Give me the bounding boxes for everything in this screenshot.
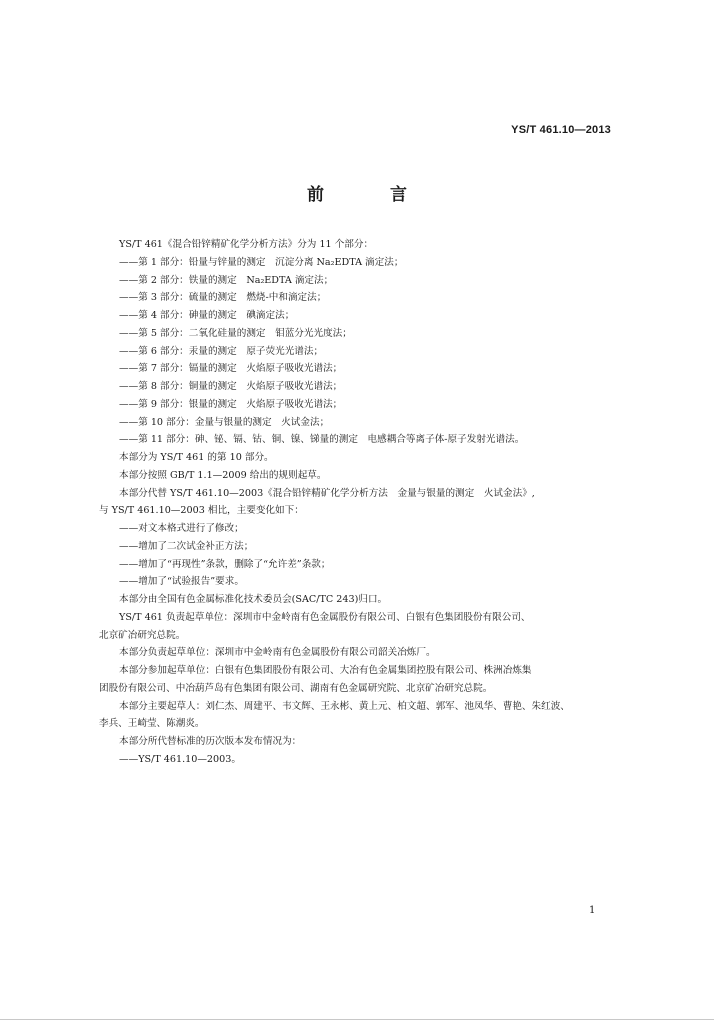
list-item: ——增加了“再现性”条款，删除了“允许差”条款； [119, 558, 331, 570]
list-item: ——第 3 部分：硫量的测定 燃烧-中和滴定法； [119, 292, 327, 304]
list-item: ——第 6 部分：汞量的测定 原子荧光光谱法； [119, 345, 324, 357]
list-item: ——第 7 部分：镉量的测定 火焰原子吸收光谱法； [119, 363, 343, 375]
paragraph-line: 北京矿冶研究总院。 [99, 629, 186, 641]
list-item: ——YS/T 461.10—2003。 [119, 753, 241, 765]
list-item: ——第 9 部分：银量的测定 火焰原子吸收光谱法； [119, 398, 343, 410]
paragraph-line: 团股份有限公司、中冶葫芦岛有色集团有限公司、湖南有色金属研究院、北京矿冶研究总院。 [99, 682, 493, 694]
paragraph-line: 与 YS/T 461.10—2003 相比，主要变化如下： [99, 505, 304, 517]
foreword-body [99, 236, 615, 769]
page-number: 1 [589, 905, 596, 916]
standard-code: YS/T 461.10—2013 [511, 124, 611, 136]
list-item: ——第 5 部分：二氧化硅量的测定 钼蓝分光光度法； [119, 327, 352, 339]
paragraph-line: 本部分参加起草单位：白银有色集团股份有限公司、大冶有色金属集团控股有限公司、株洲冶炼集 [119, 665, 532, 676]
list-item: ——第 8 部分：铜量的测定 火焰原子吸收光谱法； [119, 381, 343, 392]
paragraph-line: 李兵、王崎莹、陈潮炎。 [99, 718, 205, 730]
list-item: ——第 4 部分：砷量的测定 碘滴定法； [119, 310, 295, 321]
list-item: ——第 2 部分：铁量的测定 Na₂EDTA 滴定法； [119, 274, 334, 286]
list-item: ——对文本格式进行了修改； [119, 523, 244, 534]
list-item: ——第 1 部分：铅量与锌量的测定 沉淀分离 Na₂EDTA 滴定法； [119, 256, 404, 268]
paragraph-line: 本部分所代替标准的历次版本发布情况为： [119, 736, 302, 747]
list-item: ——增加了“试验报告”要求。 [119, 576, 244, 588]
page-title: 前 言 [307, 185, 437, 205]
paragraph-line: 本部分主要起草人：刘仁杰、周建平、韦文辉、王永彬、黄上元、柏文超、郭军、池凤华、曹艳、朱红波、 [119, 700, 570, 712]
paragraph-line: 本部分为 YS/T 461 的第 10 部分。 [119, 452, 274, 463]
paragraph-line: YS/T 461《混合铅锌精矿化学分析方法》分为 11 个部分： [119, 239, 374, 250]
paragraph-line: 本部分按照 GB/T 1.1—2009 给出的规则起草。 [119, 469, 327, 481]
page-bottom-divider [0, 1019, 714, 1020]
paragraph-line: 本部分负责起草单位：深圳市中金岭南有色金属股份有限公司韶关冶炼厂。 [119, 647, 436, 659]
list-item: ——第 11 部分：砷、铋、镉、钴、铜、镍、锑量的测定 电感耦合等离子体-原子发射光谱法。 [119, 434, 525, 446]
list-item: ——增加了二次试金补正方法； [119, 540, 254, 552]
paragraph-line: YS/T 461 负责起草单位：深圳市中金岭南有色金属股份有限公司、白银有色集团股份有限公司、 [119, 611, 531, 623]
paragraph-line: 本部分由全国有色金属标准化技术委员会(SAC/TC 243)归口。 [119, 594, 388, 605]
paragraph-line: 本部分代替 YS/T 461.10—2003《混合铅锌精矿化学分析方法 金量与银量的测定 火试金法》, [119, 487, 535, 499]
list-item: ——第 10 部分：金量与银量的测定 火试金法； [119, 416, 330, 428]
